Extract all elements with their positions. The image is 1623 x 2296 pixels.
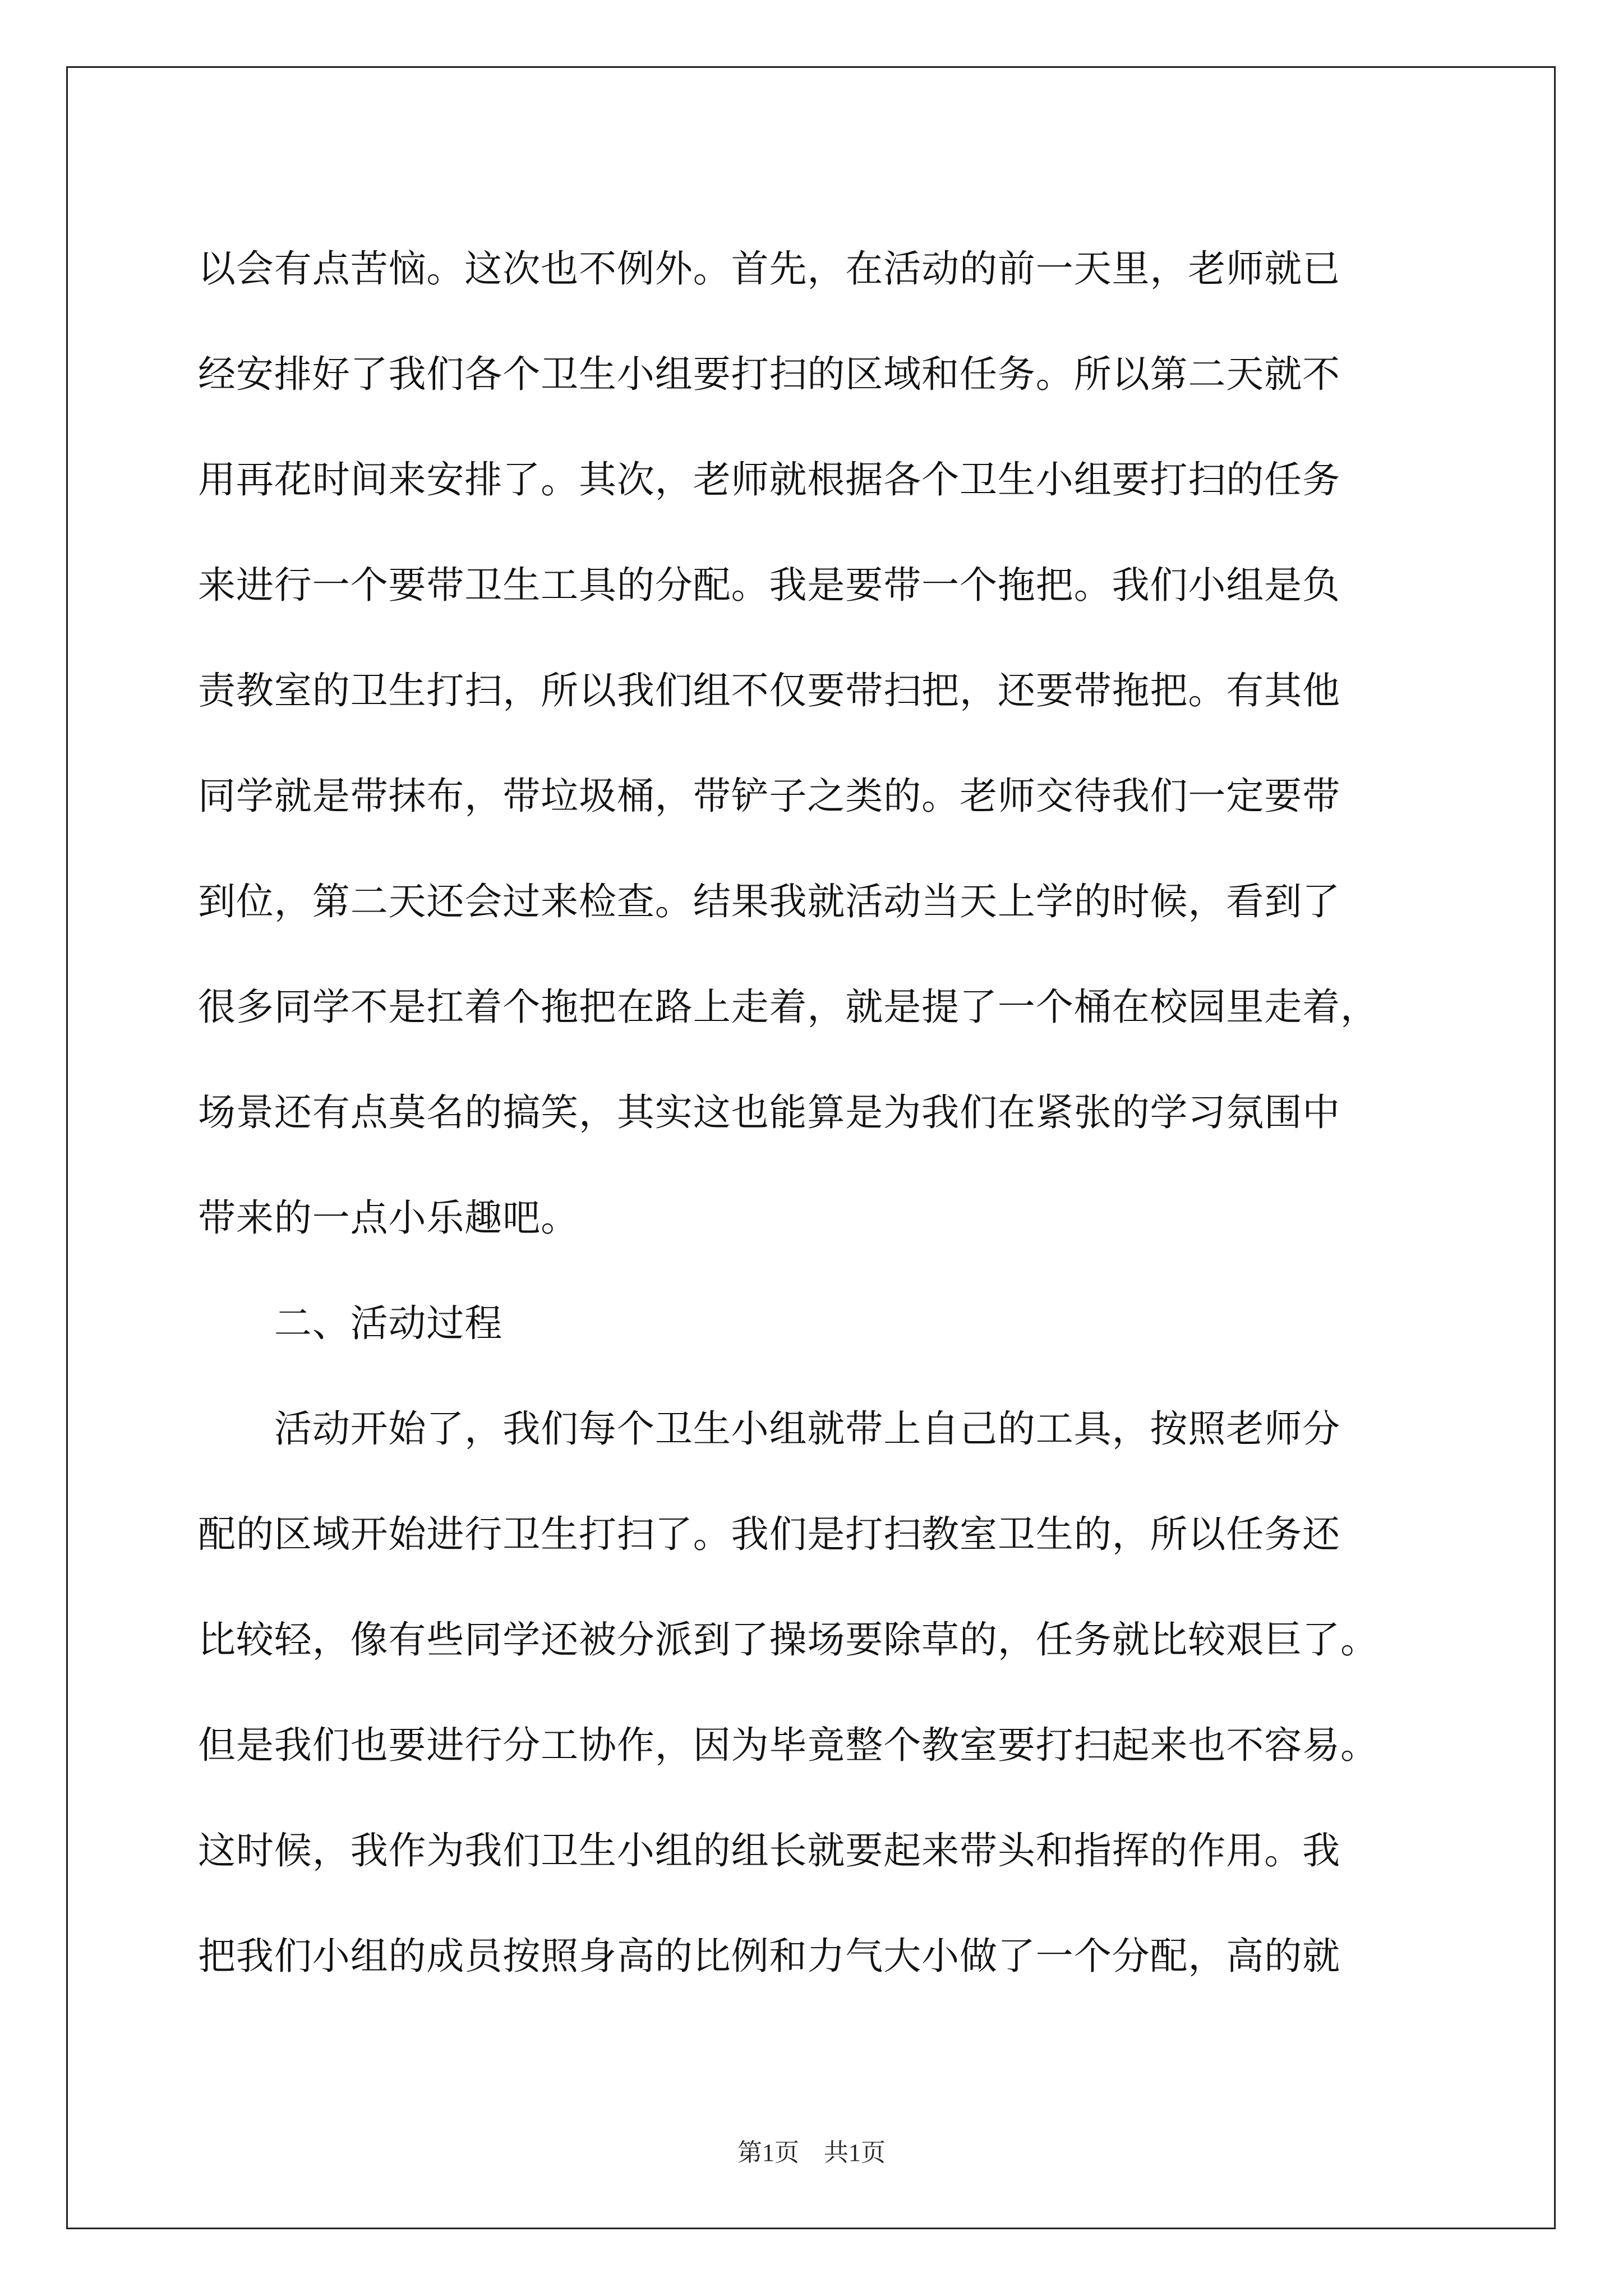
- text-line: 同学就是带抹布，带垃圾桶，带铲子之类的。老师交待我们一定要带: [198, 774, 1340, 818]
- text-line: 责教室的卫生打扫，所以我们组不仅要带扫把，还要带拖把。有其他: [198, 669, 1340, 712]
- page-number-footer: 第1页 共1页: [737, 2139, 886, 2166]
- text-line: 场景还有点莫名的搞笑，其实这也能算是为我们在紧张的学习氛围中: [198, 1091, 1340, 1134]
- text-line: 活动开始了，我们每个卫生小组就带上自己的工具，按照老师分: [198, 1407, 1340, 1451]
- text-line: 带来的一点小乐趣吧。: [198, 1196, 579, 1240]
- text-line: 以会有点苦恼。这次也不例外。首先，在活动的前一天里，老师就已: [198, 247, 1340, 291]
- text-line: 但是我们也要进行分工协作，因为毕竟整个教室要打扫起来也不容易。: [198, 1723, 1378, 1767]
- text-line: 这时候，我作为我们卫生小组的组长就要起来带头和指挥的作用。我: [198, 1829, 1340, 1872]
- text-line: 来进行一个要带卫生工具的分配。我是要带一个拖把。我们小组是负: [198, 563, 1340, 607]
- section-heading: 二、活动过程: [198, 1301, 503, 1345]
- text-line: 经安排好了我们各个卫生小组要打扫的区域和任务。所以第二天就不: [198, 352, 1340, 396]
- text-line: 把我们小组的成员按照身高的比例和力气大小做了一个分配，高的就: [198, 1934, 1340, 1978]
- text-line: 到位，第二天还会过来检查。结果我就活动当天上学的时候，看到了: [198, 880, 1340, 923]
- text-line: 配的区域开始进行卫生打扫了。我们是打扫教室卫生的，所以任务还: [198, 1512, 1340, 1556]
- text-line: 比较轻，像有些同学还被分派到了操场要除草的，任务就比较艰巨了。: [198, 1618, 1378, 1662]
- text-line: 用再花时间来安排了。其次，老师就根据各个卫生小组要打扫的任务: [198, 458, 1340, 501]
- text-line: 很多同学不是扛着个拖把在路上走着，就是提了一个桶在校园里走着，: [198, 985, 1378, 1029]
- document-body: [198, 216, 1432, 2009]
